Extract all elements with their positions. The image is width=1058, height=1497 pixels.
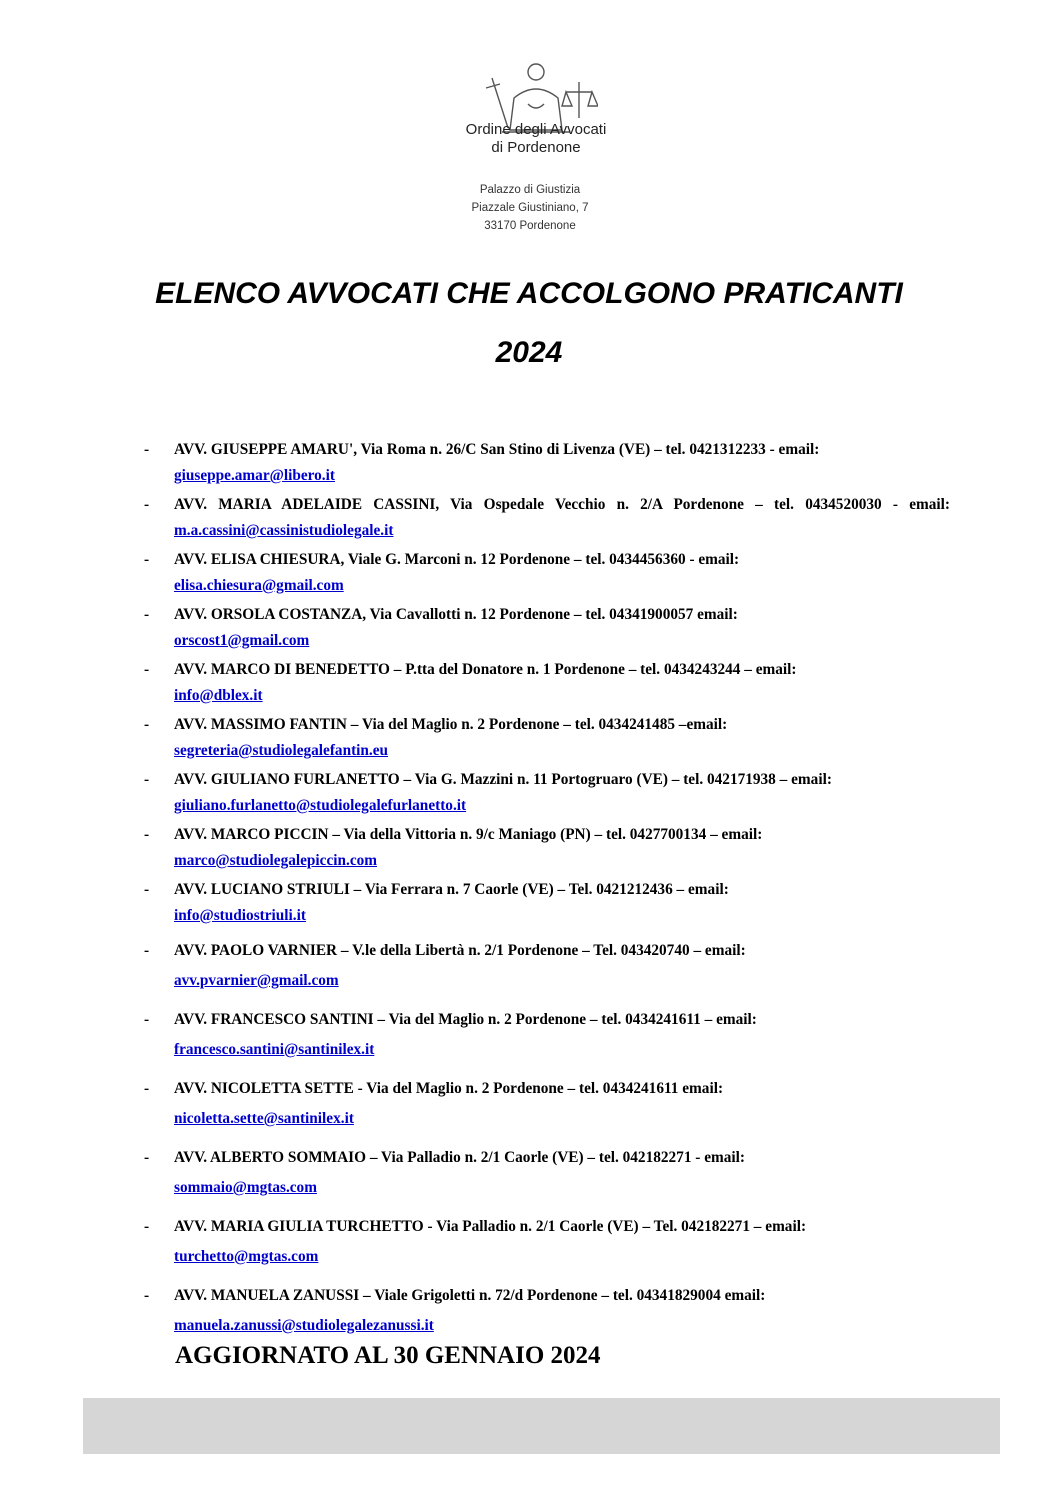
list-item: [142, 1281, 950, 1341]
list-item: [142, 1143, 950, 1203]
entry-text: AVV. MANUELA ZANUSSI – Viale Grigoletti n. 72/d Pordenone – tel. 04341829004 email:: [174, 1287, 766, 1304]
org-name-line2: di Pordenone: [491, 139, 581, 156]
entry-text: AVV. MARIA ADELAIDE CASSINI, Via Ospedale Vecchio n. 2/A Pordenone – tel. 0434520030 - email:: [174, 496, 950, 513]
list-bullet: -: [144, 1287, 150, 1304]
entry-text: AVV. MARIA GIULIA TURCHETTO - Via Palladio n. 2/1 Caorle (VE) – Tel. 042182271 – email:: [174, 1218, 807, 1235]
email-link[interactable]: manuela.zanussi@studiolegalezanussi.it: [174, 1317, 434, 1334]
entry-text: AVV. GIUSEPPE AMARU', Via Roma n. 26/C San Stino di Livenza (VE) – tel. 0421312233 - email:: [174, 441, 820, 458]
list-bullet: -: [144, 1011, 150, 1028]
email-link[interactable]: elisa.chiesura@gmail.com: [174, 577, 344, 594]
entry-text: AVV. ELISA CHIESURA, Viale G. Marconi n. 12 Pordenone – tel. 0434456360 - email:: [174, 551, 740, 568]
entry-text: AVV. FRANCESCO SANTINI – Via del Maglio n. 2 Pordenone – tel. 0434241611 – email:: [174, 1011, 757, 1028]
list-bullet: -: [144, 606, 150, 623]
updated-date: AGGIORNATO AL 30 GENNAIO 2024: [175, 1342, 601, 1369]
entry-text: AVV. NICOLETTA SETTE - Via del Maglio n. 2 Pordenone – tel. 0434241611 email:: [174, 1080, 724, 1097]
list-bullet: -: [144, 496, 150, 513]
list-item: [142, 657, 950, 709]
email-link[interactable]: segreteria@studiolegalefantin.eu: [174, 742, 389, 759]
list-item: [142, 712, 950, 764]
list-bullet: -: [144, 1080, 150, 1097]
list-bullet: -: [144, 716, 150, 733]
email-link[interactable]: giuliano.furlanetto@studiolegalefurlanetto.it: [174, 797, 467, 814]
list-item: [142, 1074, 950, 1134]
email-link[interactable]: giuseppe.amar@libero.it: [174, 467, 335, 484]
entry-text: AVV. MASSIMO FANTIN – Via del Maglio n. 2 Pordenone – tel. 0434241485 –email:: [174, 716, 728, 733]
list-item: [142, 1005, 950, 1065]
entry-text: AVV. ORSOLA COSTANZA, Via Cavallotti n. 12 Pordenone – tel. 04341900057 email:: [174, 606, 738, 623]
list-item: [142, 602, 950, 654]
page-year: 2024: [495, 336, 563, 369]
entry-text: AVV. ALBERTO SOMMAIO – Via Palladio n. 2/1 Caorle (VE) – tel. 042182271 - email:: [174, 1149, 745, 1166]
list-bullet: -: [144, 441, 150, 458]
list-bullet: -: [144, 942, 150, 959]
lawyer-list: [142, 437, 950, 1350]
footer-bar: [83, 1398, 1000, 1454]
address-line1: Palazzo di Giustizia: [479, 184, 581, 196]
list-bullet: -: [144, 826, 150, 843]
entry-text: AVV. MARCO DI BENEDETTO – P.tta del Donatore n. 1 Pordenone – tel. 0434243244 – email:: [174, 661, 797, 678]
email-link[interactable]: info@studiostriuli.it: [174, 907, 306, 924]
address-line3: 33170 Pordenone: [484, 220, 576, 232]
list-bullet: -: [144, 1149, 150, 1166]
list-item: [142, 877, 950, 929]
bar-association-logo: [436, 58, 636, 178]
email-link[interactable]: nicoletta.sette@santinilex.it: [174, 1110, 354, 1127]
list-bullet: -: [144, 771, 150, 788]
entry-text: AVV. PAOLO VARNIER – V.le della Libertà n. 2/1 Pordenone – Tel. 043420740 – email:: [174, 942, 746, 959]
list-item: [142, 437, 950, 489]
email-link[interactable]: info@dblex.it: [174, 687, 263, 704]
email-link[interactable]: avv.pvarnier@gmail.com: [174, 972, 339, 989]
address-line2: Piazzale Giustiniano, 7: [471, 202, 589, 214]
org-name-line1: Ordine degli Avvocati: [465, 121, 607, 138]
list-item: [142, 767, 950, 819]
list-bullet: -: [144, 1218, 150, 1235]
email-link[interactable]: francesco.santini@santinilex.it: [174, 1041, 375, 1058]
address-block: [430, 181, 630, 235]
email-link[interactable]: turchetto@mgtas.com: [174, 1248, 319, 1265]
list-item: [142, 936, 950, 996]
email-link[interactable]: sommaio@mgtas.com: [174, 1179, 317, 1196]
list-item: [142, 822, 950, 874]
list-bullet: -: [144, 551, 150, 568]
list-item: [142, 492, 950, 544]
email-link[interactable]: orscost1@gmail.com: [174, 632, 310, 649]
entry-text: AVV. LUCIANO STRIULI – Via Ferrara n. 7 Caorle (VE) – Tel. 0421212436 – email:: [174, 881, 729, 898]
page-title: ELENCO AVVOCATI CHE ACCOLGONO PRATICANTI: [155, 277, 903, 310]
list-bullet: -: [144, 661, 150, 678]
entry-text: AVV. MARCO PICCIN – Via della Vittoria n. 9/c Maniago (PN) – tel. 0427700134 – email:: [174, 826, 763, 843]
email-link[interactable]: marco@studiolegalepiccin.com: [174, 852, 378, 869]
entry-text: AVV. GIULIANO FURLANETTO – Via G. Mazzini n. 11 Portogruaro (VE) – tel. 042171938 – email:: [174, 771, 832, 788]
list-item: [142, 547, 950, 599]
email-link[interactable]: m.a.cassini@cassinistudiolegale.it: [174, 522, 394, 539]
list-item: [142, 1212, 950, 1272]
list-bullet: -: [144, 881, 150, 898]
